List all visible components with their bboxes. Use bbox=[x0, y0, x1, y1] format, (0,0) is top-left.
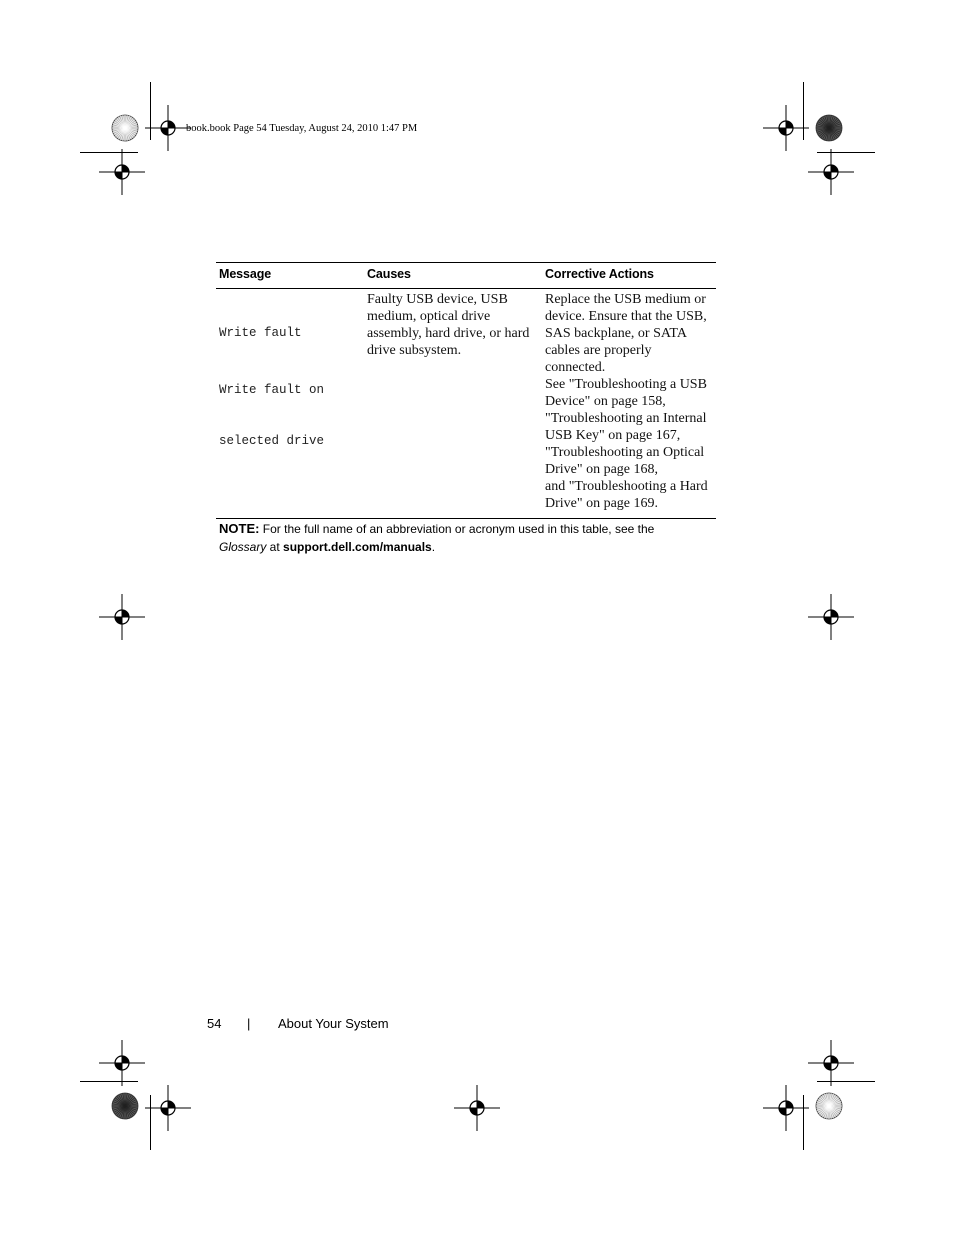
table-note bbox=[219, 520, 719, 556]
registration-crosshair-icon bbox=[145, 1085, 191, 1131]
registration-crosshair-icon bbox=[808, 594, 854, 640]
column-header-causes: Causes bbox=[367, 267, 411, 281]
column-header-message: Message bbox=[219, 267, 272, 281]
action-line: "Troubleshooting an Optical bbox=[545, 445, 705, 460]
registration-crosshair-icon bbox=[763, 105, 809, 151]
causes-line: assembly, hard drive, or hard bbox=[367, 326, 530, 341]
causes-cell bbox=[367, 291, 529, 359]
registration-starburst-icon bbox=[111, 114, 139, 142]
registration-starburst-icon bbox=[815, 1092, 843, 1120]
page-number: 54 bbox=[207, 1016, 222, 1031]
registration-crosshair-icon bbox=[99, 1040, 145, 1086]
footer-separator: | bbox=[247, 1016, 251, 1031]
action-line: cables are properly bbox=[545, 343, 652, 358]
causes-line: medium, optical drive bbox=[367, 309, 491, 324]
registration-crosshair-icon bbox=[99, 149, 145, 195]
action-line: Replace the USB medium or bbox=[545, 292, 706, 307]
message-line: Write fault bbox=[219, 326, 302, 340]
causes-line: Faulty USB device, USB bbox=[367, 292, 508, 307]
corrective-actions-cell bbox=[545, 291, 708, 512]
action-line: Drive" on page 168, bbox=[545, 462, 659, 477]
causes-line: drive subsystem. bbox=[367, 343, 462, 358]
action-line: "Troubleshooting an Internal bbox=[545, 411, 707, 426]
column-header-corrective-actions: Corrective Actions bbox=[545, 267, 654, 281]
registration-starburst-icon bbox=[111, 1092, 139, 1120]
action-line: and "Troubleshooting a Hard bbox=[545, 479, 708, 494]
error-message-table bbox=[216, 262, 716, 522]
action-line: Device" on page 158, bbox=[545, 394, 666, 409]
action-line: device. Ensure that the USB, bbox=[545, 309, 707, 324]
footer-section-title: About Your System bbox=[278, 1016, 389, 1031]
registration-crosshair-icon bbox=[808, 1040, 854, 1086]
action-line: Drive" on page 169. bbox=[545, 496, 659, 511]
action-line: USB Key" on page 167, bbox=[545, 428, 681, 443]
table-bottom-rule bbox=[216, 518, 716, 519]
note-label: NOTE: bbox=[219, 521, 260, 536]
registration-crosshair-icon bbox=[808, 149, 854, 195]
registration-starburst-icon bbox=[815, 114, 843, 142]
print-slug: book.book Page 54 Tuesday, August 24, 2010 1:47 PM bbox=[186, 123, 418, 134]
action-line: SAS backplane, or SATA bbox=[545, 326, 687, 341]
registration-crosshair-icon bbox=[145, 105, 191, 151]
action-line: connected. bbox=[545, 360, 606, 375]
glossary-reference: Glossary bbox=[219, 540, 267, 554]
table-header-rule bbox=[216, 288, 716, 289]
registration-crosshair-icon bbox=[763, 1085, 809, 1131]
registration-crosshair-icon bbox=[99, 594, 145, 640]
action-line: See "Troubleshooting a USB bbox=[545, 377, 707, 392]
note-text: For the full name of an abbreviation or acronym used in this table, see the bbox=[259, 522, 655, 536]
registration-crosshair-icon bbox=[454, 1085, 500, 1131]
note-text: at bbox=[266, 540, 284, 554]
message-line: Write fault on bbox=[219, 383, 325, 397]
message-cell bbox=[219, 291, 324, 484]
support-link[interactable]: support.dell.com/manuals bbox=[283, 540, 432, 554]
message-line: selected drive bbox=[219, 434, 325, 448]
note-text: . bbox=[431, 540, 436, 554]
table-top-rule bbox=[216, 262, 716, 263]
